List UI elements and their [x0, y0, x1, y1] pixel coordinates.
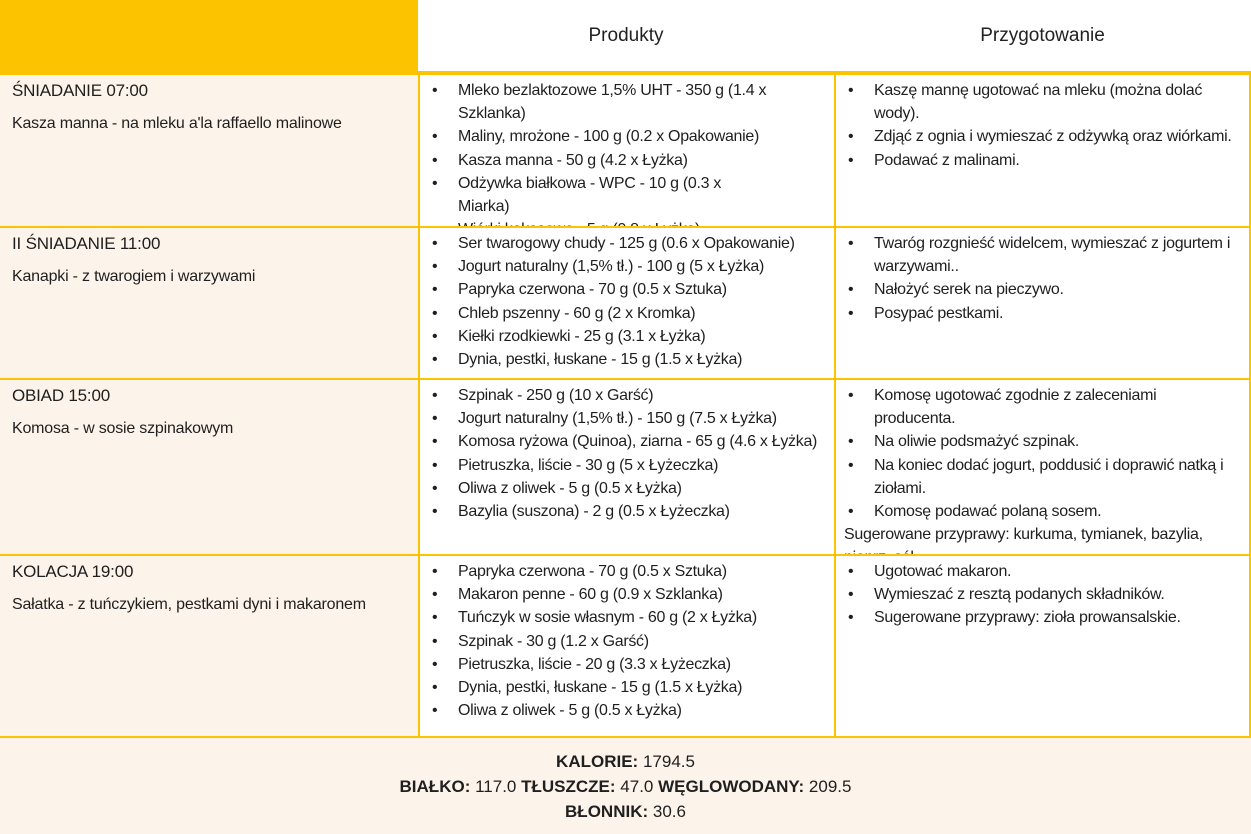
meal-time: KOLACJA 19:00: [12, 562, 134, 581]
header-products: Produkty: [418, 0, 834, 73]
fiber-value: 30.6: [652, 801, 686, 821]
list-item: • Odżywka białkowa - WPC - 10 g (0.3 x Miarka): [428, 172, 774, 218]
list-item: • Bazylia (suszona) - 2 g (0.5 x Łyżeczka): [428, 500, 826, 523]
list-item: • Sugerowane przyprawy: zioła prowansalskie.: [844, 606, 1241, 629]
list-item: • Wymieszać z resztą podanych składników.: [844, 583, 1241, 606]
calories-label: KALORIE:: [556, 751, 639, 771]
list-item: • Oliwa z oliwek - 5 g (0.5 x Łyżka): [428, 699, 826, 722]
products-cell-second-breakfast: [418, 226, 834, 378]
list-item: • Nałożyć serek na pieczywo.: [844, 278, 1241, 301]
list-item: • Twaróg rozgnieść widelcem, wymieszać z jogurtem i warzywami..: [844, 232, 1241, 278]
macros-line: [400, 774, 852, 799]
list-item: • Szpinak - 250 g (10 x Garść): [428, 384, 826, 407]
list-item: • Papryka czerwona - 70 g (0.5 x Sztuka): [428, 278, 826, 301]
header-preparation: Przygotowanie: [834, 0, 1251, 73]
preparation-cell-dinner: [834, 554, 1251, 736]
preparation-cell-breakfast: [834, 73, 1251, 226]
list-item: • Chleb pszenny - 60 g (2 x Kromka): [428, 302, 826, 325]
seasoning-note: Sugerowane przyprawy: kurkuma, tymianek, bazylia,: [844, 526, 1203, 544]
list-item: • Dynia, pestki, łuskane - 15 g (1.5 x Łyżka): [428, 348, 826, 371]
list-item: • Papryka czerwona - 70 g (0.5 x Sztuka): [428, 560, 826, 583]
calories-line: [556, 749, 695, 774]
list-item: • Szpinak - 30 g (1.2 x Garść): [428, 630, 826, 653]
list-item: • Pietruszka, liście - 20 g (3.3 x Łyżeczka): [428, 653, 826, 676]
list-item: • Oliwa z oliwek - 5 g (0.5 x Łyżka): [428, 477, 826, 500]
fiber-label: BŁONNIK:: [565, 801, 649, 821]
list-item: • Kiełki rzodkiewki - 25 g (3.1 x Łyżka): [428, 325, 826, 348]
list-item: • Tuńczyk w sosie własnym - 60 g (2 x Łyżka): [428, 606, 826, 629]
products-cell-lunch: [418, 378, 834, 554]
protein-label: BIAŁKO:: [399, 776, 471, 796]
list-item: • Zdjąć z ognia i wymieszać z odżywką oraz wiórkami.: [844, 125, 1241, 148]
meal-cell-dinner: [0, 554, 418, 736]
list-item: • Na koniec dodać jogurt, poddusić i doprawić natką i ziołami.: [844, 454, 1241, 500]
header-corner: [0, 0, 418, 73]
products-cell-breakfast: [418, 73, 834, 226]
meal-name: Kanapki - z twarogiem i warzywami: [12, 268, 256, 285]
meal-cell-lunch: [0, 378, 418, 554]
list-item: • Kasza manna - 50 g (4.2 x Łyżka): [428, 149, 774, 172]
fat-label: TŁUSZCZE:: [521, 776, 616, 796]
carbs-value: 209.5: [808, 776, 852, 796]
list-item: • Dynia, pestki, łuskane - 15 g (1.5 x Łyżka): [428, 676, 826, 699]
carbs-label: WĘGLOWODANY:: [658, 776, 805, 796]
meal-cell-breakfast: [0, 73, 418, 226]
list-item: • Ugotować makaron.: [844, 560, 1241, 583]
preparation-cell-lunch: [834, 378, 1251, 554]
list-item: • Jogurt naturalny (1,5% tł.) - 150 g (7.5 x Łyżka): [428, 407, 826, 430]
fiber-line: [565, 799, 686, 824]
list-item: • Podawać z malinami.: [844, 149, 1241, 172]
list-item: • Ser twarogowy chudy - 125 g (0.6 x Opakowanie): [428, 232, 826, 255]
meal-time: II ŚNIADANIE 11:00: [12, 234, 161, 253]
products-cell-dinner: [418, 554, 834, 736]
meal-cell-second-breakfast: [0, 226, 418, 378]
list-item: • Maliny, mrożone - 100 g (0.2 x Opakowanie): [428, 125, 774, 148]
meal-time: ŚNIADANIE 07:00: [12, 81, 148, 100]
nutrition-summary: [0, 736, 1251, 834]
list-item: • Mleko bezlaktozowe 1,5% UHT - 350 g (1.4 x Szklanka): [428, 79, 774, 125]
meal-time: OBIAD 15:00: [12, 386, 110, 405]
list-item: • Komosę podawać polaną sosem.: [844, 500, 1241, 523]
list-item: • Pietruszka, liście - 30 g (5 x Łyżeczka): [428, 454, 826, 477]
list-item: • Komosa ryżowa (Quinoa), ziarna - 65 g (4.6 x Łyżka): [428, 430, 826, 453]
list-item: • Posypać pestkami.: [844, 302, 1241, 325]
list-item: • Kaszę mannę ugotować na mleku (można dolać wody).: [844, 79, 1241, 125]
meal-name: Komosa - w sosie szpinakowym: [12, 420, 234, 437]
list-item: • Komosę ugotować zgodnie z zaleceniami producenta.: [844, 384, 1241, 430]
meal-name: Kasza manna - na mleku a'la raffaello malinowe: [12, 115, 342, 132]
fat-value: 47.0: [620, 776, 654, 796]
list-item: • Jogurt naturalny (1,5% tł.) - 100 g (5 x Łyżka): [428, 255, 826, 278]
protein-value: 117.0: [475, 776, 517, 796]
calories-value: 1794.5: [642, 751, 695, 771]
preparation-cell-second-breakfast: [834, 226, 1251, 378]
list-item: • Na oliwie podsmażyć szpinak.: [844, 430, 1241, 453]
list-item: • Makaron penne - 60 g (0.9 x Szklanka): [428, 583, 826, 606]
meal-name: Sałatka - z tuńczykiem, pestkami dyni i makaronem: [12, 596, 366, 613]
